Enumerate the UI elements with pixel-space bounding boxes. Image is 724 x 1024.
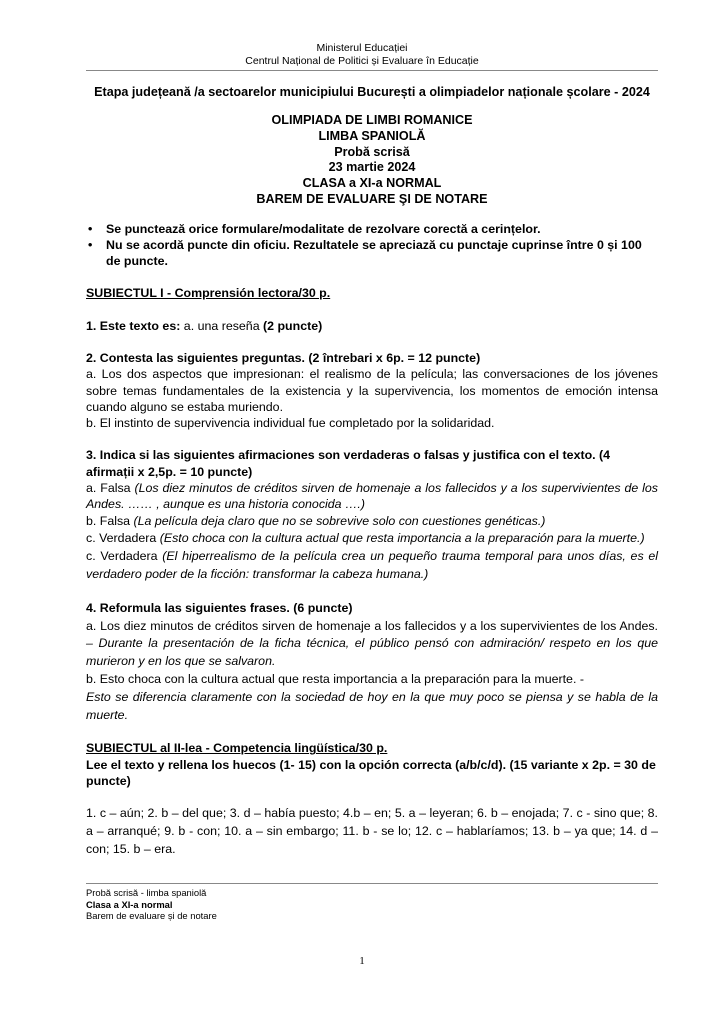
question-2-answer-a: a. Los dos aspectos que impresionan: el realismo de la película; las conversaciones de los jóvenes sobre temas fundamentales de la existencia y la supervivencia, los momentos de emoción intensa cuando alguno se estaba muriendo. <box>86 367 658 414</box>
question-1-answer: a. una reseña <box>180 318 264 333</box>
bullet-icon: • <box>88 221 93 236</box>
item-a-original: a. Los diez minutos de créditos sirven de homenaje a los fallecidos y a los supervivientes de los Andes. <box>86 618 658 633</box>
subject2-title: SUBIECTUL al II-lea - Competencia lingüística/30 p. <box>86 741 388 756</box>
question-3 <box>86 447 658 583</box>
grading-rule <box>86 221 658 237</box>
answer-d-justification: (El hiperrealismo de la película crea un pequeño trauma temporal para unos días, es el verdadero poder de la ficción: transformar la cabeza humana.) <box>86 549 658 582</box>
title-olympiad: OLIMPIADA DE LIMBI ROMANICE <box>271 113 473 128</box>
answer-b-justification: (La película deja claro que no se sobrevive solo con cuestiones genéticas.) <box>133 513 546 528</box>
header-divider <box>86 70 658 71</box>
question-3-title: 3. Indica si las siguientes afirmaciones son verdaderas o falsas y justifica con el texto. (4 afirmații x 2,5p. = 10 puncte) <box>86 448 611 479</box>
question-2-answer-b: b. El instinto de supervivencia individual fue completado por la solidaridad. <box>86 416 495 431</box>
title-date: 23 martie 2024 <box>328 160 416 175</box>
question-3-answer-a <box>86 480 658 513</box>
answer-c-verdict: c. Verdadera <box>86 531 160 546</box>
grading-rule-text: Nu se acordă puncte din oficiu. Rezultatele se apreciază cu punctaje cuprinse între 0 și 100 de puncte. <box>106 237 642 269</box>
answer-a-verdict: a. Falsa <box>86 481 135 496</box>
title-class: CLASA a XI-a NORMAL <box>302 176 442 191</box>
header-center: Centrul Național de Politici și Evaluare în Educație <box>245 55 479 67</box>
footer-class: Clasa a XI-a normal <box>86 898 173 910</box>
question-2 <box>86 350 658 431</box>
answer-c-justification: (Esto choca con la cultura actual que resta importancia a la preparación para la muerte.) <box>159 531 645 546</box>
subject2-answer-key: 1. c – aún; 2. b – del que; 3. d – había puesto; 4.b – en; 5. a – leyeran; 6. b – enojada; 7. c - sino que; 8. a – arranqué; 9. b - con; 10. a – sin embargo; 11. b - se lo; 12. c – hablaríamos; 13. b – ya que; 14. d – con; 15. b – era. <box>86 806 658 856</box>
question-4-item-b-original: b. Esto choca con la cultura actual que resta importancia a la preparación para la muerte. - <box>86 672 584 687</box>
page-number: 1 <box>359 955 365 967</box>
question-2-title: 2. Contesta las siguientes preguntas. (2 întrebari x 6p. = 12 puncte) <box>86 351 481 365</box>
subject2-instruction: Lee el texto y rellena los huecos (1- 15) con la opción correcta (a/b/c/d). (15 variante x 2p. = 30 de puncte) <box>86 757 656 789</box>
stage-title: Etapa județeană /a sectoarelor municipiului București a olimpiadelor naționale școlare - 2024 <box>94 85 650 99</box>
question-3-answer-c <box>86 530 658 548</box>
item-a-dash: – <box>86 636 99 651</box>
answer-a-justification: (Los diez minutos de créditos sirven de homenaje a los fallecidos y a los supervivientes de los Andes. …… , aunque es una historia conocida ….) <box>86 481 658 512</box>
grading-rule <box>86 237 658 270</box>
subject2-section <box>86 740 658 789</box>
question-1 <box>86 318 658 334</box>
subject1-title: SUBIECTUL I - Comprensión lectora/30 p. <box>86 286 331 301</box>
answer-b-verdict: b. Falsa <box>86 513 134 528</box>
question-3-answer-d <box>86 548 658 584</box>
bullet-icon: • <box>88 237 93 252</box>
question-4-title: 4. Reformula las siguientes frases. (6 puncte) <box>86 600 353 615</box>
footer-barem: Barem de evaluare și de notare <box>86 910 217 922</box>
footer-divider <box>86 883 658 884</box>
question-1-label: 1. Este texto es: <box>86 318 181 333</box>
grading-rule-text: Se punctează orice formulare/modalitate de rezolvare corectă a cerințelor. <box>106 221 541 236</box>
answer-d-verdict: c. Verdadera <box>86 549 163 564</box>
question-4-item-b-reformulation: Esto se diferencia claramente con la sociedad de hoy en la que muy poco se piensa y se habla de la muerte. <box>86 689 658 722</box>
title-barem: BAREM DE EVALUARE ŞI DE NOTARE <box>256 191 488 206</box>
document-body <box>86 84 658 859</box>
question-4-item-a <box>86 618 658 671</box>
grading-rules-list <box>86 221 658 270</box>
question-3-answer-b <box>86 513 658 531</box>
title-exam-type: Probă scrisă <box>334 144 410 159</box>
item-a-reformulation: Durante la presentación de la ficha técnica, el público pensó con admiración/ respeto en los que murieron y en los que se salvaron. <box>86 636 658 669</box>
question-4 <box>86 600 658 725</box>
page-header <box>0 42 724 68</box>
exam-title-block <box>86 113 658 207</box>
title-language: LIMBA SPANIOLĂ <box>318 129 426 143</box>
question-1-points: (2 puncte) <box>263 318 323 333</box>
page-footer <box>86 887 217 922</box>
footer-exam: Probă scrisă - limba spaniolă <box>86 887 207 898</box>
header-ministry: Ministerul Educației <box>316 42 408 54</box>
